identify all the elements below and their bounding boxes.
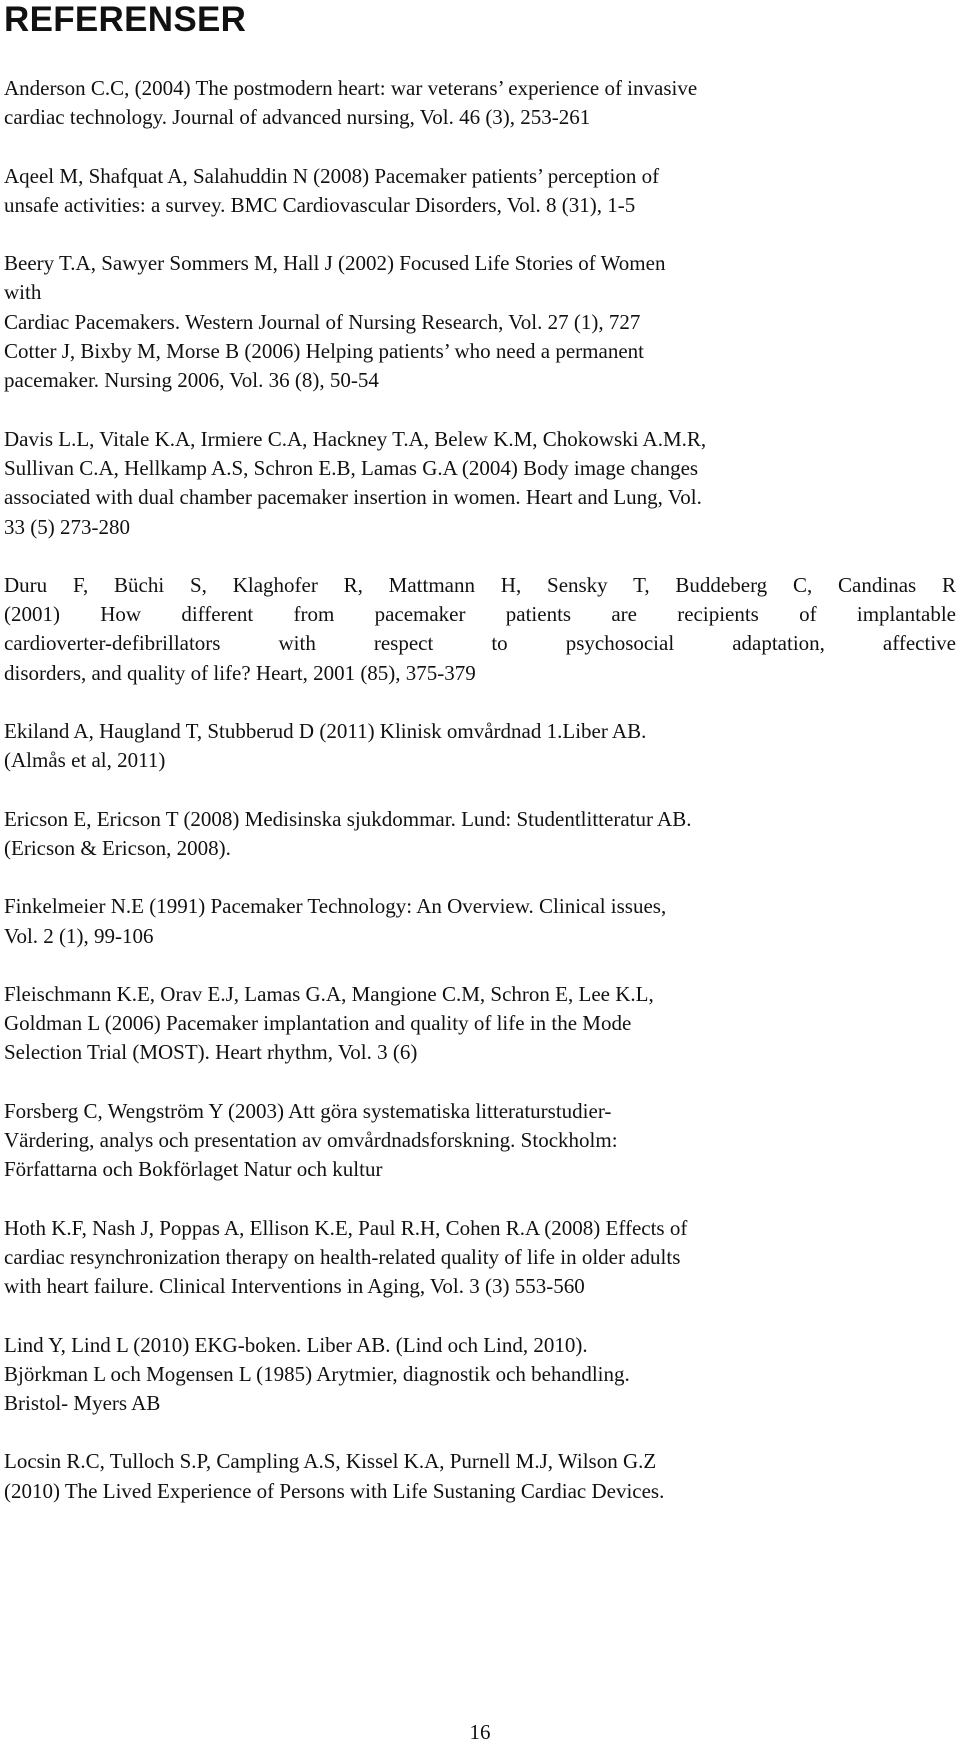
reference-line: Finkelmeier N.E (1991) Pacemaker Technology: An Overview. Clinical issues, — [4, 894, 667, 919]
spacer — [4, 396, 956, 425]
reference-line: with heart failure. Clinical Interventions in Aging, Vol. 3 (3) 553-560 — [4, 1274, 585, 1299]
reference-line: Beery T.A, Sawyer Sommers M, Hall J (2002) Focused Life Stories of Women — [4, 251, 666, 276]
reference-entry — [4, 1331, 956, 1419]
reference-line: cardiac technology. Journal of advanced nursing, Vol. 46 (3), 253-261 — [4, 105, 591, 130]
reference-entry — [4, 74, 956, 133]
reference-line: pacemaker. Nursing 2006, Vol. 36 (8), 50-54 — [4, 368, 379, 393]
page-number: 16 — [469, 1720, 491, 1744]
reference-entry — [4, 425, 956, 542]
reference-entry — [4, 717, 956, 776]
reference-line: Fleischmann K.E, Orav E.J, Lamas G.A, Mangione C.M, Schron E, Lee K.L, — [4, 981, 654, 1006]
reference-entry — [4, 1447, 956, 1506]
spacer — [4, 1302, 956, 1331]
reference-entry — [4, 249, 956, 337]
reference-line: associated with dual chamber pacemaker insertion in women. Heart and Lung, Vol. — [4, 485, 702, 510]
reference-line: Ericson E, Ericson T (2008) Medisinska sjukdommar. Lund: Studentlitteratur AB. — [4, 806, 692, 831]
reference-line: Duru F, Büchi S, Klaghofer R, Mattmann H, Sensky T, Buddeberg C, Candinas R — [4, 572, 956, 597]
reference-line: (Almås et al, 2011) — [4, 748, 166, 773]
reference-line: Bristol- Myers AB — [4, 1391, 161, 1416]
spacer — [4, 1418, 956, 1447]
reference-line: 33 (5) 273-280 — [4, 514, 130, 539]
reference-line: (2010) The Lived Experience of Persons with Life Sustaning Cardiac Devices. — [4, 1478, 665, 1503]
reference-line: Lind Y, Lind L (2010) EKG-boken. Liber AB. (Lind och Lind, 2010). — [4, 1332, 588, 1357]
reference-line: disorders, and quality of life? Heart, 2001 (85), 375-379 — [4, 660, 476, 685]
reference-line: Selection Trial (MOST). Heart rhythm, Vol. 3 (6) — [4, 1040, 418, 1065]
reference-line: Davis L.L, Vitale K.A, Irmiere C.A, Hackney T.A, Belew K.M, Chokowski A.M.R, — [4, 426, 707, 451]
spacer — [4, 133, 956, 162]
reference-line: cardiac resynchronization therapy on health-related quality of life in older adults — [4, 1244, 681, 1269]
spacer — [4, 1068, 956, 1097]
reference-line: Cardiac Pacemakers. Western Journal of Nursing Research, Vol. 27 (1), 727 — [4, 309, 641, 334]
reference-entry — [4, 571, 956, 688]
spacer — [4, 220, 956, 249]
reference-line: Vol. 2 (1), 99-106 — [4, 923, 154, 948]
spacer — [4, 542, 956, 571]
reference-line: unsafe activities: a survey. BMC Cardiovascular Disorders, Vol. 8 (31), 1-5 — [4, 192, 636, 217]
spacer — [4, 776, 956, 805]
reference-line: Forsberg C, Wengström Y (2003) Att göra systematiska litteraturstudier- — [4, 1098, 612, 1123]
reference-line: Anderson C.C, (2004) The postmodern heart: war veterans’ experience of invasive — [4, 76, 698, 100]
reference-entry — [4, 1097, 956, 1185]
reference-line: Författarna och Bokförlaget Natur och kultur — [4, 1157, 383, 1182]
reference-entry — [4, 162, 956, 221]
reference-line: Goldman L (2006) Pacemaker implantation and quality of life in the Mode — [4, 1011, 632, 1036]
reference-line: cardioverter-defibrillators with respect to psychosocial adaptation, affective — [4, 631, 956, 656]
reference-entry — [4, 805, 956, 864]
page-heading: REFERENSER — [4, 0, 247, 39]
reference-line: Aqeel M, Shafquat A, Salahuddin N (2008) Pacemaker patients’ perception of — [4, 163, 660, 188]
reference-list — [4, 74, 956, 1506]
reference-line: Ekiland A, Haugland T, Stubberud D (2011) Klinisk omvårdnad 1.Liber AB. — [4, 719, 647, 744]
reference-line: Björkman L och Mogensen L (1985) Arytmier, diagnostik och behandling. — [4, 1361, 630, 1386]
spacer — [4, 688, 956, 717]
reference-line: Sullivan C.A, Hellkamp A.S, Schron E.B, Lamas G.A (2004) Body image changes — [4, 455, 699, 480]
reference-line: Värdering, analys och presentation av omvårdnadsforskning. Stockholm: — [4, 1128, 618, 1153]
reference-entry — [4, 892, 956, 951]
spacer — [4, 951, 956, 980]
reference-line: with — [4, 280, 42, 305]
reference-line: (2001) How different from pacemaker patients are recipients of implantable — [4, 602, 956, 627]
reference-entry — [4, 1214, 956, 1302]
reference-line: Cotter J, Bixby M, Morse B (2006) Helping patients’ who need a permanent — [4, 339, 644, 364]
spacer — [4, 863, 956, 892]
reference-entry — [4, 980, 956, 1068]
reference-line: Locsin R.C, Tulloch S.P, Campling A.S, Kissel K.A, Purnell M.J, Wilson G.Z — [4, 1449, 657, 1474]
spacer — [4, 1185, 956, 1214]
reference-entry — [4, 337, 956, 396]
reference-line: (Ericson & Ericson, 2008). — [4, 835, 231, 860]
reference-line: Hoth K.F, Nash J, Poppas A, Ellison K.E, Paul R.H, Cohen R.A (2008) Effects of — [4, 1215, 688, 1240]
